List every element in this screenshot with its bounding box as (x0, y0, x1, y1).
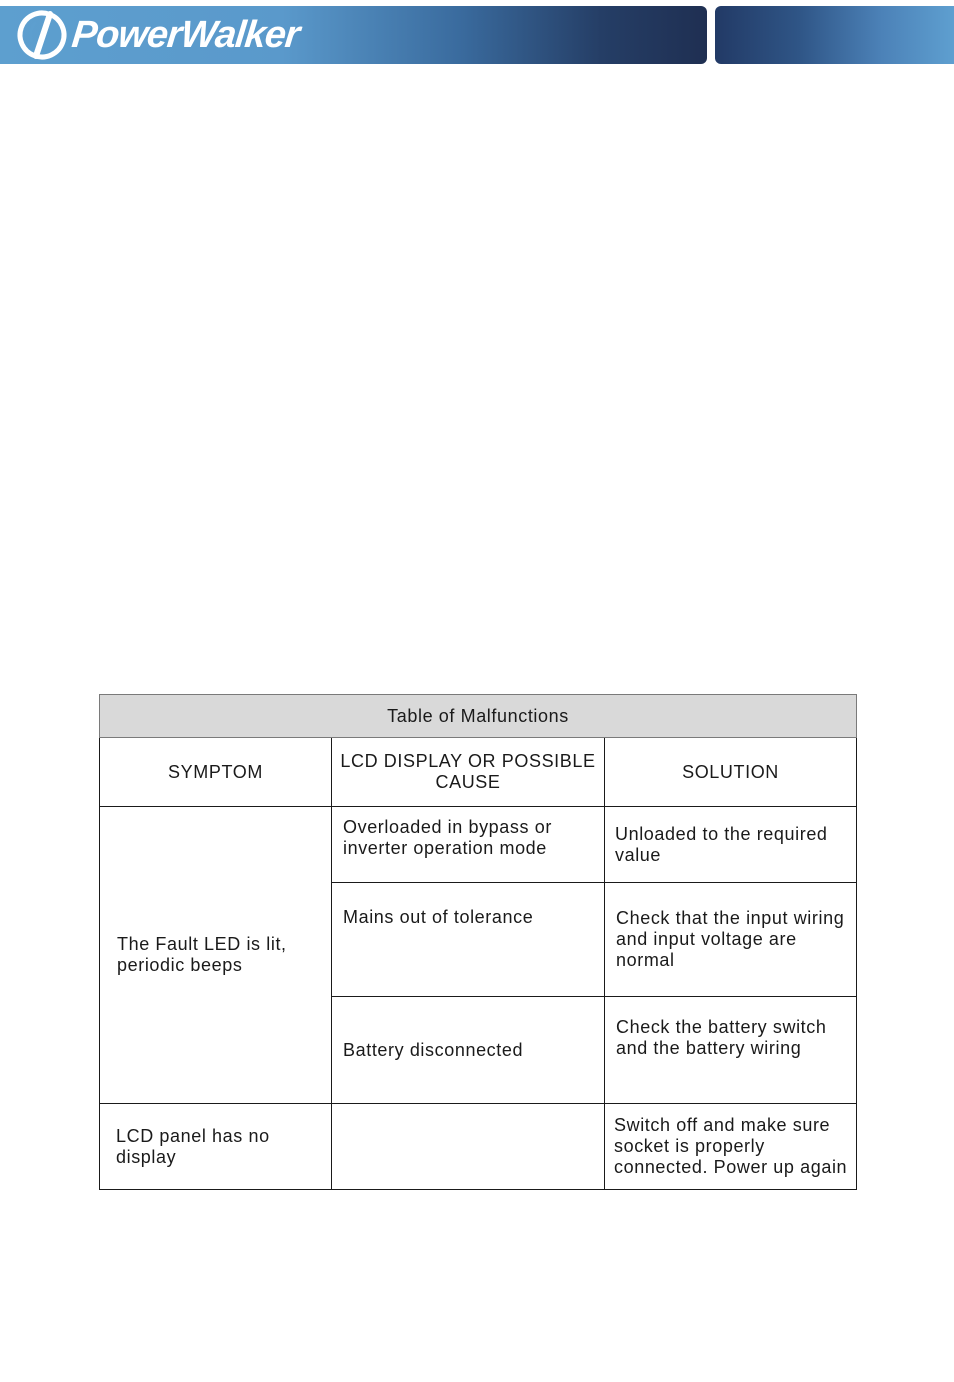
table-title-row (100, 695, 857, 738)
solution-cell: Check the battery switch and the battery wiring (605, 997, 857, 1104)
symptom-cell: The Fault LED is lit, periodic beeps (100, 807, 332, 1104)
power-logo-icon (14, 8, 70, 62)
cause-cell: Mains out of tolerance (332, 883, 605, 997)
header-symptom: SYMPTOM (100, 738, 332, 807)
header-cause: LCD DISPLAY OR POSSIBLE CAUSE (332, 738, 605, 807)
cause-cell (332, 1104, 605, 1190)
table-row (100, 807, 857, 883)
malfunctions-table (99, 694, 857, 1190)
cause-cell: Overloaded in bypass or inverter operation mode (332, 807, 605, 883)
header-banner-right (715, 6, 954, 64)
solution-cell: Switch off and make sure socket is properly connected. Power up again (605, 1104, 857, 1190)
table-title: Table of Malfunctions (100, 695, 857, 738)
cause-cell: Battery disconnected (332, 997, 605, 1104)
header-solution: SOLUTION (605, 738, 857, 807)
brand-name: PowerWalker (69, 14, 302, 56)
table-header-row (100, 738, 857, 807)
table-row (100, 1104, 857, 1190)
solution-cell: Check that the input wiring and input voltage are normal (605, 883, 857, 997)
solution-cell: Unloaded to the required value (605, 807, 857, 883)
symptom-cell: LCD panel has no display (100, 1104, 332, 1190)
brand-logo (14, 8, 302, 62)
